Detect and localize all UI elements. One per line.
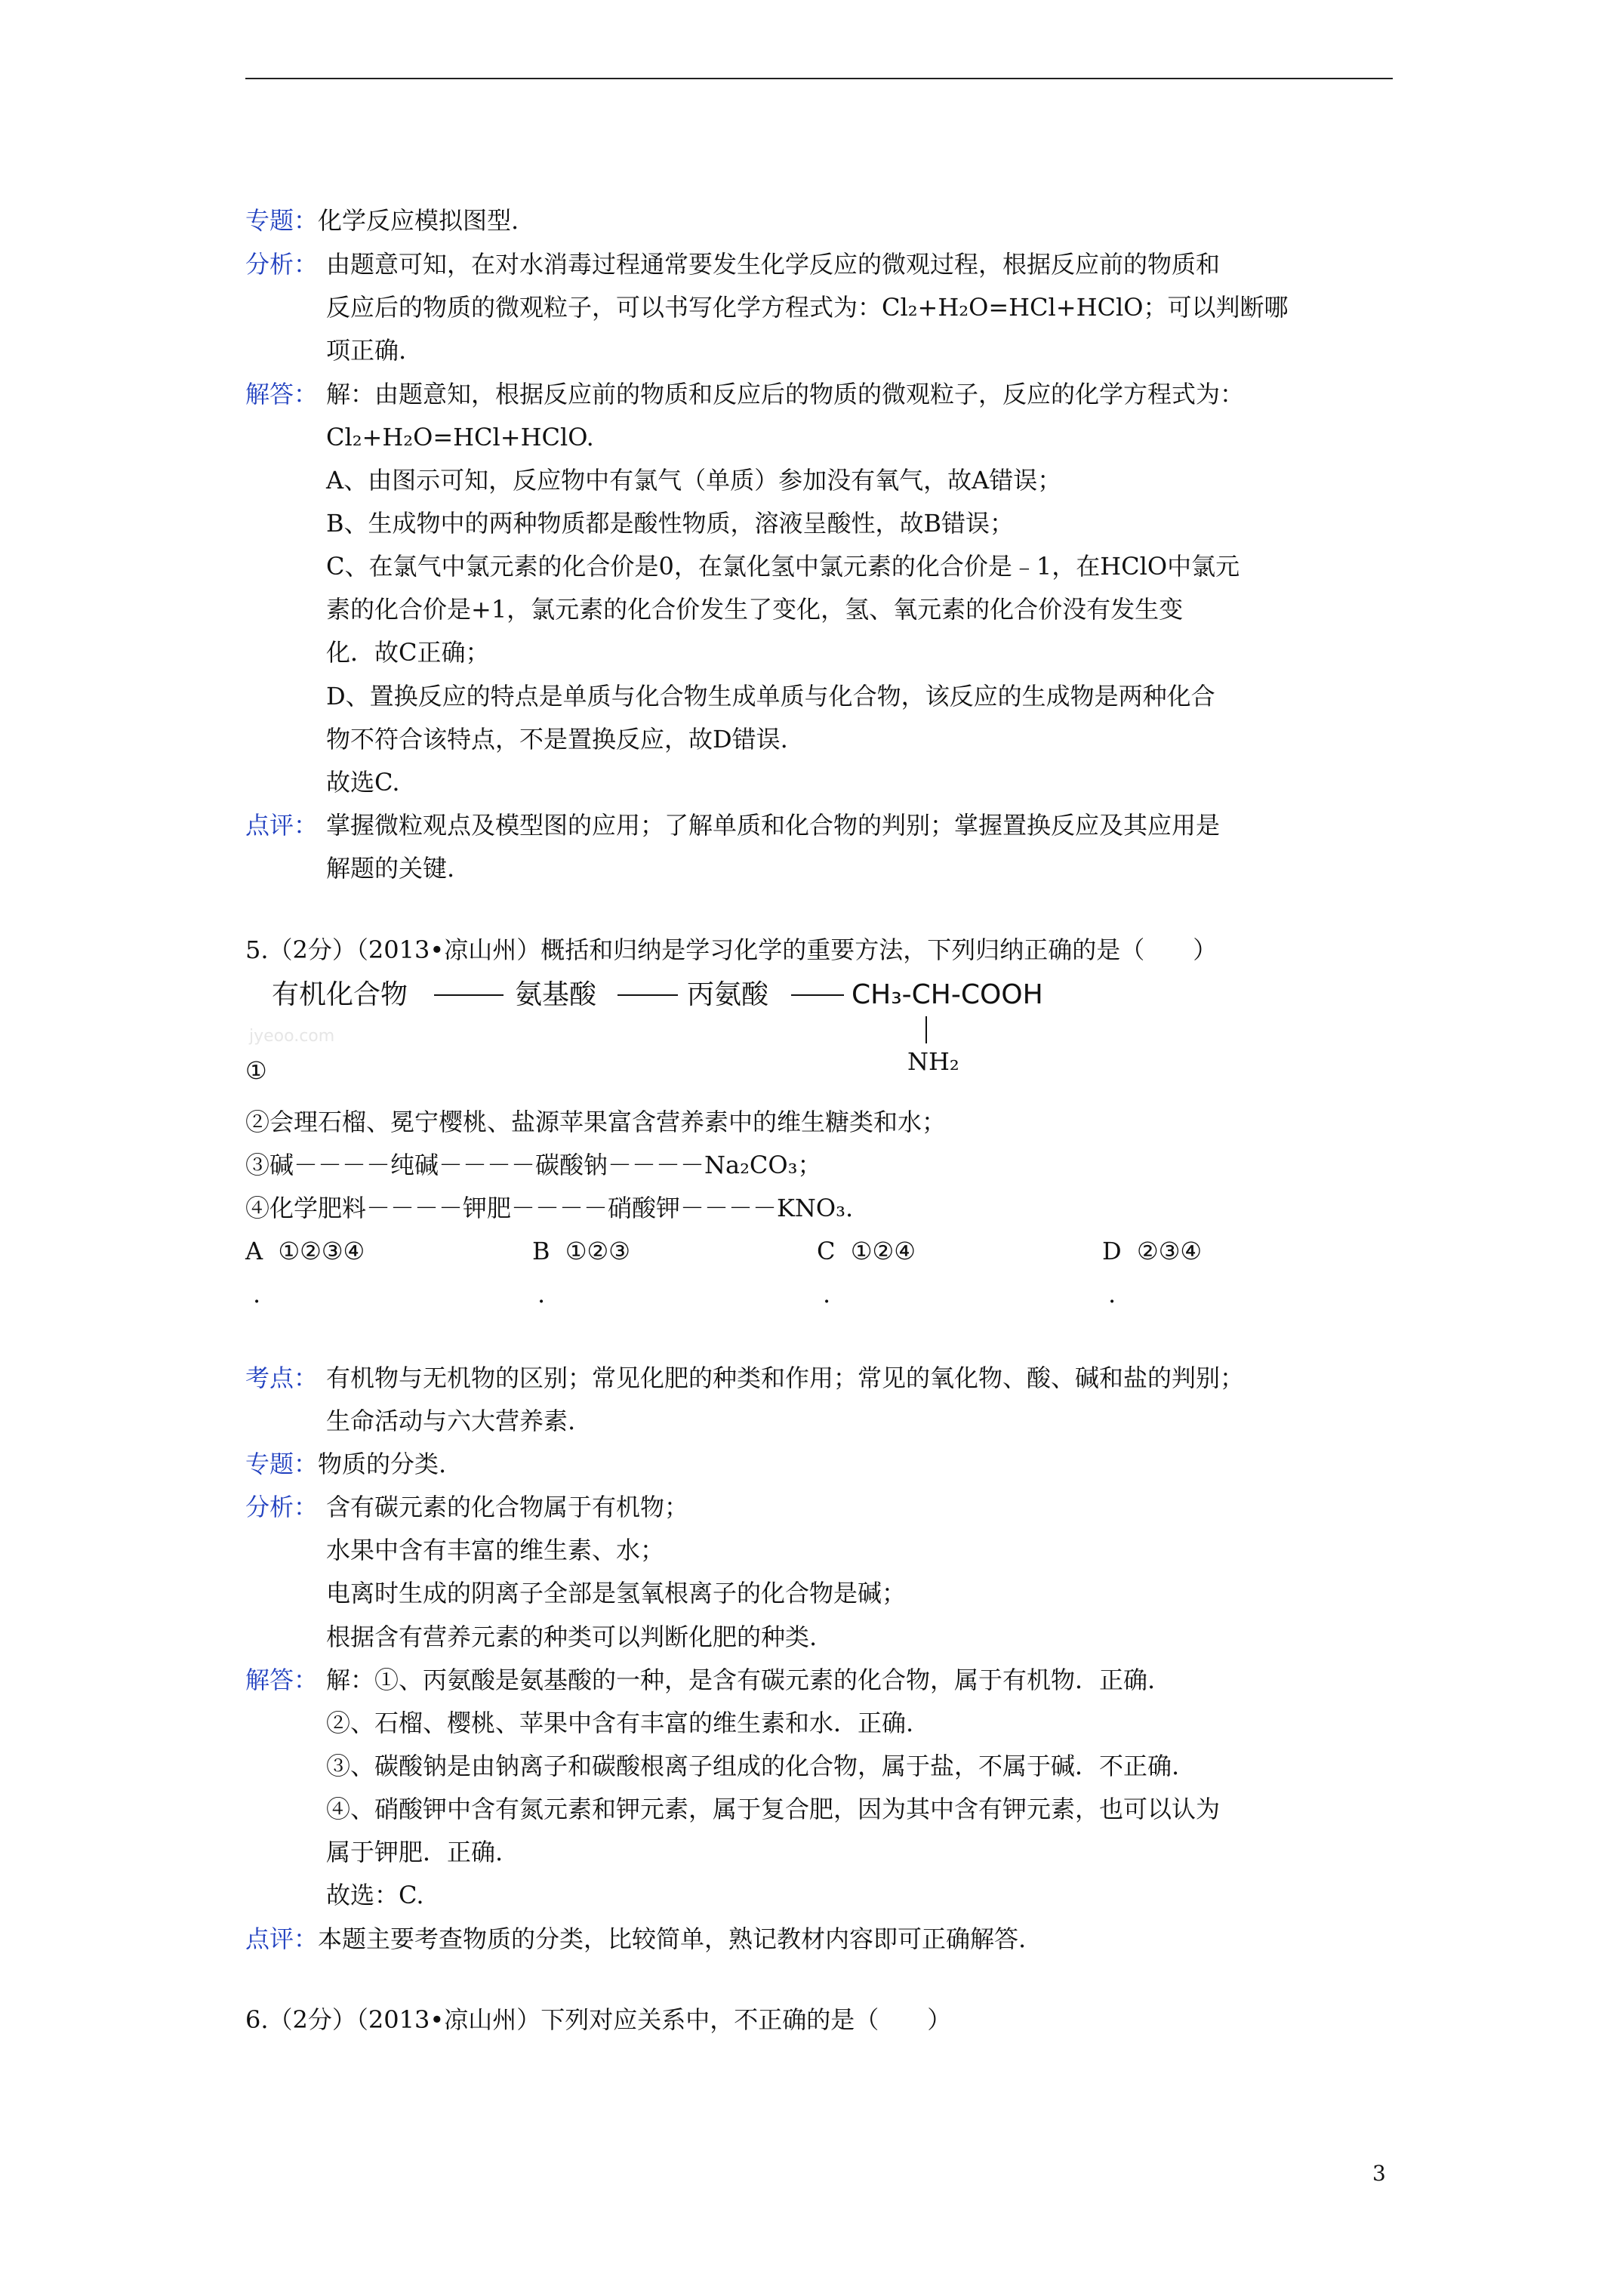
option-b-dot: . [537,1280,546,1308]
option-c[interactable]: C ①②④ [817,1237,916,1265]
answer-line: 解：①、丙氨酸是氨基酸的一种，是含有碳元素的化合物，属于有机物．正确. [326,1666,1156,1694]
answer-line: 化．故C正确； [326,638,490,667]
option-b[interactable]: B ①②③ [532,1237,630,1265]
topic-label: 专题： [245,206,319,235]
answer-line: ③、碳酸钠是由钠离子和碳酸根离子组成的化合物，属于盐，不属于碱．不正确. [326,1752,1180,1780]
topic-line-q5: 专题：物质的分类. [245,1450,447,1478]
analysis-line: 反应后的物质的微观粒子，可以书写化学方程式为：Cl₂+H₂O=HCl+HClO；可以判断哪 [326,293,1289,322]
formula-structure: CH₃-CH-COOH [852,979,1043,1010]
answer-line: D、置换反应的特点是单质与化合物生成单质与化合物，该反应的生成物是两种化合 [326,682,1215,710]
comment-line-q5: 点评：本题主要考查物质的分类，比较简单，熟记教材内容即可正确解答. [245,1925,1027,1953]
question-6-stem: 6.（2分）（2013•凉山州）下列对应关系中，不正确的是（ ） [245,2005,952,2034]
formula-alanine: 丙氨酸 [687,979,769,1010]
option-a-dot: . [253,1280,261,1308]
comment-line: 解题的关键. [326,854,455,883]
formula-bond [925,1016,927,1043]
formula-amino-acid: 氨基酸 [515,979,597,1010]
point-line: 有机物与无机物的区别；常见化肥的种类和作用；常见的氧化物、酸、碱和盐的判别； [326,1364,1245,1392]
formula-dash [791,994,844,996]
answer-line: A、由图示可知，反应物中有氯气（单质）参加没有氧气，故A错误； [326,466,1062,495]
answer-line: 物不符合该特点，不是置换反应，故D错误. [326,725,788,754]
analysis-line: 电离时生成的阴离子全部是氢氧根离子的化合物是碱； [326,1579,907,1607]
answer-line: C、在氯气中氯元素的化合价是0，在氯化氢中氯元素的化合价是﹣1，在HClO中氯元 [326,552,1240,581]
analysis-line: 项正确. [326,336,407,365]
point-label: 考点： [245,1364,319,1392]
formula-dash [617,994,678,996]
item-4: ④化学肥料－－－－钾肥－－－－硝酸钾－－－－KNO₃. [245,1194,854,1222]
comment-line: 掌握微粒观点及模型图的应用；了解单质和化合物的判别；掌握置换反应及其应用是 [326,811,1221,840]
answer-line: ②、石榴、樱桃、苹果中含有丰富的维生素和水．正确. [326,1709,914,1737]
answer-line: 故选C. [326,768,400,797]
item-3: ③碱－－－－纯碱－－－－碳酸钠－－－－Na₂CO₃； [245,1151,822,1179]
option-c-dot: . [823,1280,831,1308]
analysis-line: 含有碳元素的化合物属于有机物； [326,1493,689,1521]
answer-line: 素的化合价是+1，氯元素的化合价发生了变化，氢、氧元素的化合价没有发生变 [326,595,1184,624]
answer-line: 解：由题意知，根据反应前的物质和反应后的物质的微观粒子，反应的化学方程式为： [326,380,1245,408]
topic-line [245,205,519,236]
question-5-stem: 5.（2分）（2013•凉山州）概括和归纳是学习化学的重要方法，下列归纳正确的是（ ） [245,935,1218,964]
option-d-dot: . [1108,1280,1116,1308]
answer-line: ④、硝酸钾中含有氮元素和钾元素，属于复合肥，因为其中含有钾元素，也可以认为 [326,1795,1221,1823]
option-a[interactable]: A ①②③④ [245,1237,365,1265]
answer-line: 故选：C. [326,1881,424,1909]
topic-text: 化学反应模拟图型. [318,206,519,235]
watermark: jyeoo.com [249,1027,335,1046]
answer-label: 解答： [245,380,319,408]
header-rule [245,78,1393,79]
comment-label: 点评： [245,811,319,840]
analysis-label: 分析： [245,250,319,279]
answer-label-q5: 解答： [245,1666,319,1694]
analysis-line: 根据含有营养元素的种类可以判断化肥的种类. [326,1623,818,1651]
item-1-marker: ① [245,1056,267,1085]
analysis-line: 水果中含有丰富的维生素、水； [326,1536,665,1564]
point-line: 生命活动与六大营养素. [326,1407,576,1435]
analysis-line: 由题意可知，在对水消毒过程通常要发生化学反应的微观过程，根据反应前的物质和 [326,250,1221,279]
formula-dash [434,994,504,996]
answer-line: 属于钾肥．正确. [326,1838,504,1866]
amino-acid-formula [272,974,1102,1080]
item-2: ②会理石榴、冕宁樱桃、盐源苹果富含营养素中的维生糖类和水； [245,1108,947,1136]
analysis-label-q5: 分析： [245,1493,319,1521]
formula-organic: 有机化合物 [272,979,408,1010]
page-number: 3 [1372,2161,1386,2186]
option-d[interactable]: D ②③④ [1102,1237,1203,1265]
answer-line: B、生成物中的两种物质都是酸性物质，溶液呈酸性，故B错误； [326,509,1015,538]
formula-nh2: NH₂ [907,1047,959,1076]
answer-line: Cl₂+H₂O=HCl+HClO. [326,423,594,451]
